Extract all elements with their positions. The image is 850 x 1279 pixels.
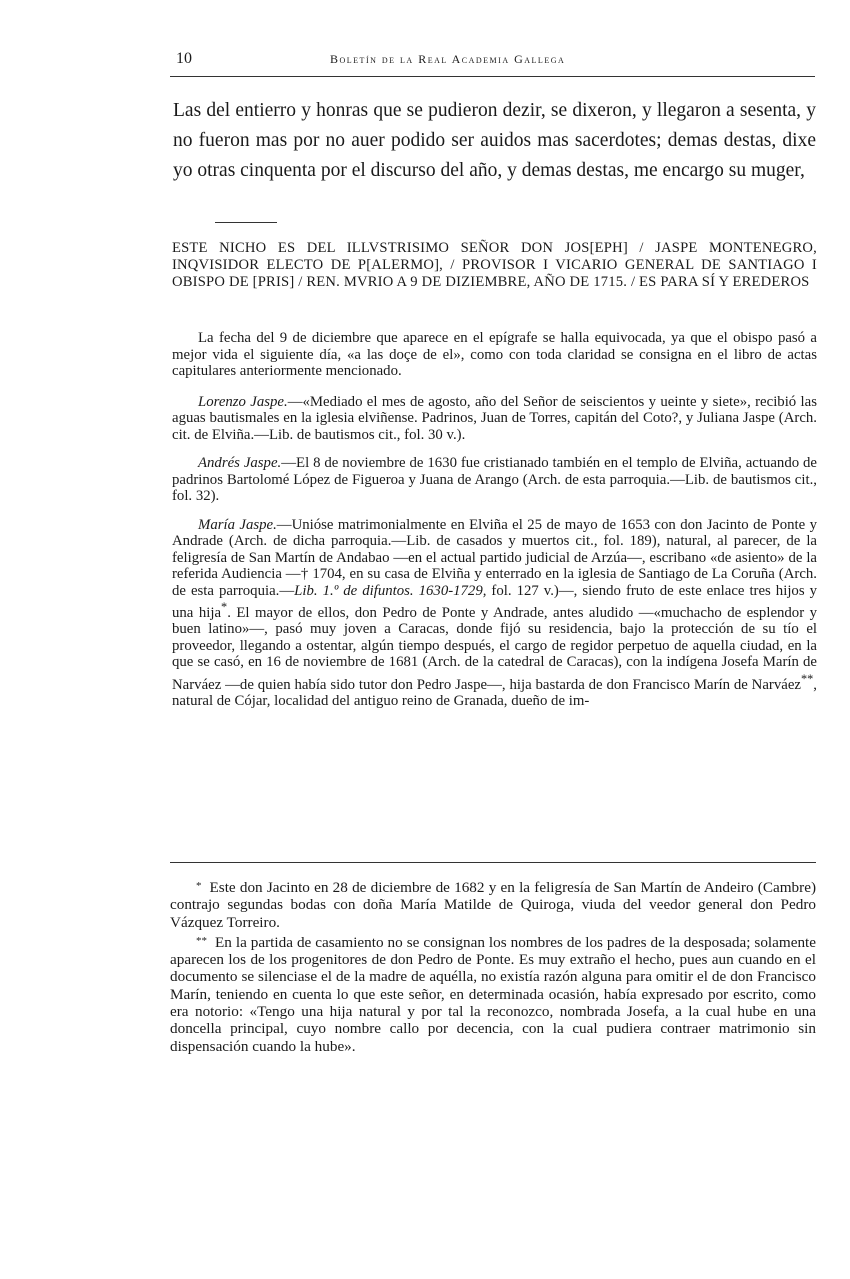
body-paragraph: Las del entierro y honras que se pudieron dezir, se dixeron, y llegaron a sesenta, y no fueron mas por no auer podido ser auidos mas sacerdotes; demas destas, dixe yo otras cinquenta por el discurso del año, y demas destas, me encargo su muger, <box>173 100 816 181</box>
footnote-ref-2: ** <box>800 671 814 686</box>
page-header <box>170 48 815 77</box>
footnotes-section <box>170 878 816 1057</box>
note-paragraph-date: La fecha del 9 de diciembre que aparece en el epígrafe se halla equivocada, ya que el obispo pasó a mejor vida el siguiente día, «a las doçe de el», como con toda claridad se consigna en el libro de actas capitulares anteriormente mencionado. <box>172 330 817 379</box>
footnote-ref-1: * <box>221 600 228 614</box>
section-divider <box>215 222 277 223</box>
entry-text-maria-a: —Unióse matrimonialmente en Elviña el 25 de mayo de 1653 con don Jacinto de Ponte y Andrade (Arch. de dicha parroquia.—Lib. de casados y muertos cit., fol. 189), natural, al parecer, de la feligresía de San Martín de Andabao —en el actual partido judicial de Arzúa—, escribano «de asiento» de la referida Audiencia —† 1704, en su casa de Elviña y enterrado en la iglesia de Santiago de La Coruña (Arch. de esta parroquia.— <box>172 516 817 599</box>
footnote-text-2: En la partida de casamiento no se consignan los nombres de los padres de la desposada; solamente aparecen los de los progenitores de don Pedro de Ponte. Es muy extraño el hecho, pues aun cuando en el documento se silenciase el de la madre de aquélla, no existía razón alguna para omitir el de don Francisco Marín, teniendo en cuenta lo que este señor, en determinada ocasión, había expresado por escrito, como era notorio: «Tengo una hija natural y por tal la reconozco, nombrada Josefa, a la cual hube en una doncella principal, cuyo nombre callo por decencia, con la cual pudiera contraer matrimonio sin dispensación cuando la hube». <box>170 933 816 1055</box>
entry-name-lorenzo: Lorenzo Jaspe. <box>198 393 288 410</box>
note-paragraph-lorenzo <box>172 394 817 444</box>
footnote-marker-2: ** <box>196 934 207 947</box>
notes-section <box>172 330 817 718</box>
footnote-divider <box>170 862 816 863</box>
footnote-marker-1: * <box>196 880 202 892</box>
book-citation: Lib. 1.º de difuntos. 1630-1729, <box>294 582 487 599</box>
entry-text-andres: —El 8 de noviembre de 1630 fue cristianado también en el templo de Elviña, actuando de padrinos Bartolomé López de Figueroa y Juana de Arango (Arch. de esta parroquia.—Lib. de bautismos cit., fol. 32). <box>172 455 818 504</box>
entry-text-maria-b: fol. 127 v.)—, siendo fruto de este enlace tres hijos y una hija <box>172 582 817 621</box>
note-paragraph-maria <box>172 517 817 710</box>
entry-name-maria: María Jaspe. <box>198 516 277 533</box>
running-title: Boletín de la Real Academia Gallega <box>330 52 566 66</box>
footnote-1 <box>170 878 816 931</box>
footnote-text-1: Este don Jacinto en 28 de diciembre de 1682 y en la feligresía de San Martín de Andeiro (Cambre) contrajo segundas bodas con doña María Matilde de Quiroga, viuda del veedor general don Pedro Vázquez Torreiro. <box>170 879 816 931</box>
entry-text-maria-d: , natural de Cójar, localidad del antiguo reino de Granada, dueño de im- <box>172 676 817 710</box>
entry-name-andres: Andrés Jaspe. <box>198 455 282 471</box>
note-paragraph-andres <box>172 455 817 505</box>
page-number: 10 <box>176 50 192 67</box>
entry-text-maria-c: . El mayor de ellos, don Pedro de Ponte y Andrade, antes aludido —«muchacho de esplendor y buen latino»—, pasó muy joven a Caracas, donde fijó su residencia, bajo la protección de su tío el proveedor, llegando a ostentar, algún tiempo después, el cargo de regidor perpetuo de aquella ciudad, en la que se casó, en 16 de noviembre de 1681 (Arch. de la catedral de Caracas), con la indígena Josefa Marín de Narváez —de quien había sido tutor don Pedro Jaspe—, hija bastarda de don Francisco Marín de Narváez <box>172 604 817 693</box>
entry-text-lorenzo: —«Mediado el mes de agosto, año del Señor de seiscientos y ueinte y siete», recibió las aguas bautismales en la iglesia elviñense. Padrinos, Juan de Torres, capitán del Coto?, y Juliana Jaspe (Arch. cit. de Elviña.—Lib. de bautismos cit., fol. 30 v.). <box>172 393 817 443</box>
footnote-2 <box>170 933 816 1055</box>
epigraph-inscription: ESTE NICHO ES DEL ILLVSTRISIMO SEÑOR DON JOS[EPH] / JASPE MONTENEGRO, INQVISIDOR ELECTO DE P[ALERMO], / PROVISOR I VICARIO GENERAL DE SANTIAGO I OBISPO DE [PRIS] / REN. MVRIO A 9 DE DIZIEMBRE, AÑO DE 1715. / ES PARA SÍ Y EREDEROS <box>172 240 817 290</box>
